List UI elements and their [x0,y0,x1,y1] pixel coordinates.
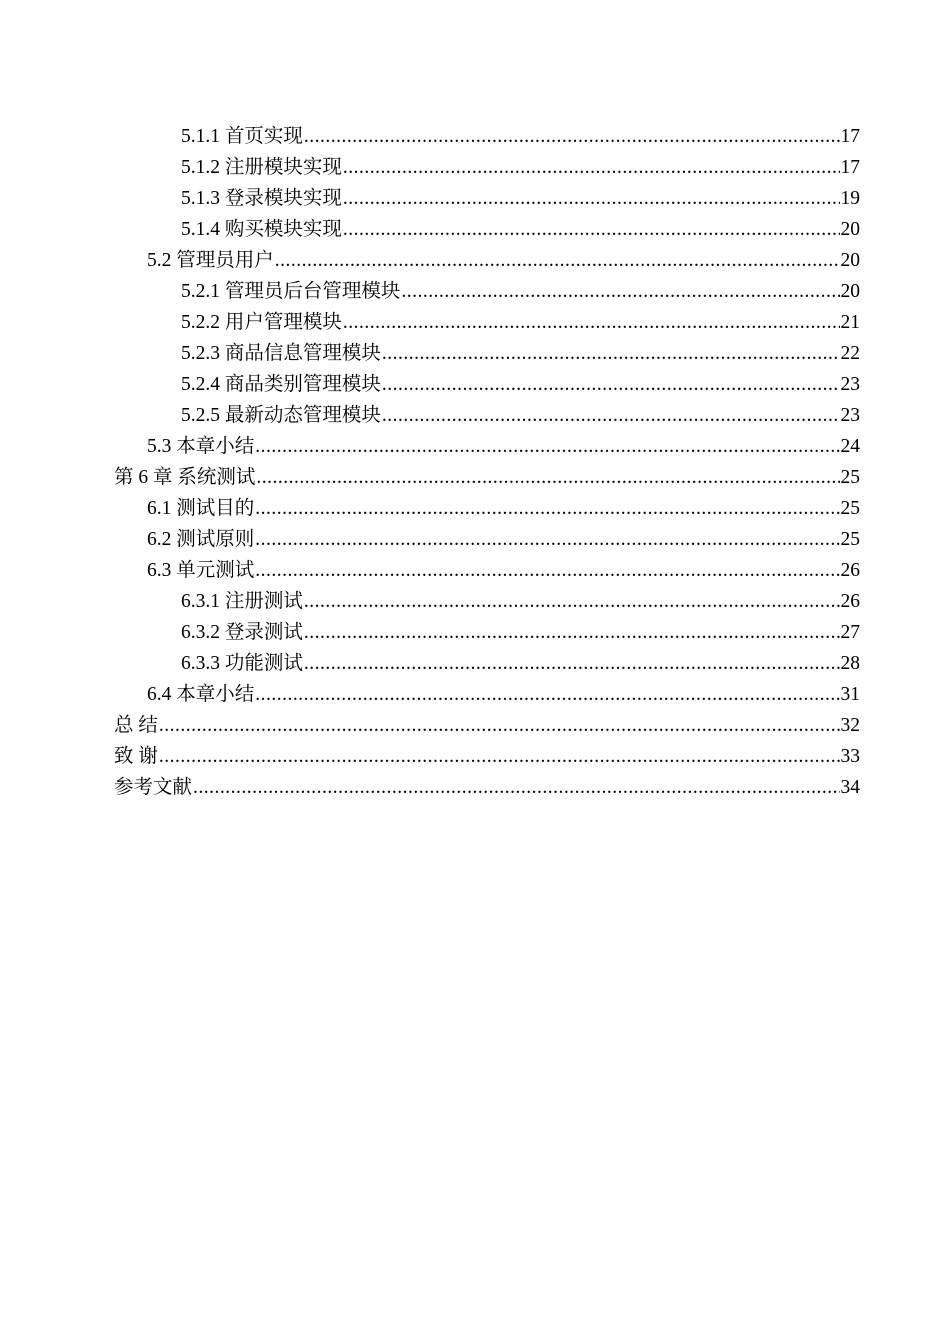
toc-entry[interactable] [114,524,860,555]
toc-entry-title: 5.2.4 商品类别管理模块 [181,374,381,395]
toc-entry[interactable] [114,183,860,214]
toc-entry-page: 31 [840,684,860,705]
toc-entry-page: 20 [840,281,860,302]
toc-entry-title: 6.4 本章小结 [147,684,255,705]
toc-entry-title: 6.2 测试原则 [147,529,255,550]
toc-entry-page: 22 [840,343,860,364]
toc-leader-dots [159,741,840,772]
toc-entry-page: 17 [840,126,860,147]
toc-leader-dots [255,679,839,710]
toc-entry-page: 34 [840,777,860,798]
toc-entry[interactable] [114,121,860,152]
toc-leader-dots [255,555,839,586]
toc-entry-title: 5.1.3 登录模块实现 [181,188,342,209]
toc-entry[interactable] [114,431,860,462]
toc-leader-dots [304,648,840,679]
toc-leader-dots [159,710,840,741]
toc-entry-page: 33 [840,746,860,767]
toc-entry-page: 32 [840,715,860,736]
toc-leader-dots [304,586,840,617]
toc-entry[interactable] [114,152,860,183]
toc-leader-dots [275,245,840,276]
toc-entry-page: 23 [840,374,860,395]
toc-leader-dots [304,121,840,152]
toc-entry-title: 5.2 管理员用户 [147,250,274,271]
toc-entry-page: 20 [840,219,860,240]
toc-entry-page: 20 [840,250,860,271]
toc-entry-title: 6.3.1 注册测试 [181,591,303,612]
toc-entry[interactable] [114,214,860,245]
toc-leader-dots [343,307,840,338]
toc-entry[interactable] [114,741,860,772]
toc-entry-title: 5.1.2 注册模块实现 [181,157,342,178]
toc-entry-title: 6.3.3 功能测试 [181,653,303,674]
table-of-contents [114,121,860,803]
toc-entry-page: 26 [840,591,860,612]
toc-entry-page: 25 [840,467,860,488]
toc-entry-title: 总 结 [114,715,158,736]
toc-leader-dots [382,369,840,400]
toc-leader-dots [255,431,839,462]
toc-leader-dots [193,772,839,803]
toc-entry-title: 参考文献 [114,777,193,798]
toc-entry-page: 25 [840,498,860,519]
toc-leader-dots [343,152,840,183]
toc-leader-dots [343,183,840,214]
toc-entry-title: 5.1.1 首页实现 [181,126,303,147]
toc-entry[interactable] [114,307,860,338]
toc-entry[interactable] [114,772,860,803]
toc-entry[interactable] [114,462,860,493]
toc-entry[interactable] [114,710,860,741]
toc-entry-title: 5.2.5 最新动态管理模块 [181,405,381,426]
toc-entry-page: 19 [840,188,860,209]
toc-leader-dots [401,276,839,307]
toc-entry[interactable] [114,648,860,679]
toc-entry-title: 5.2.2 用户管理模块 [181,312,342,333]
toc-entry-title: 5.2.1 管理员后台管理模块 [181,281,401,302]
toc-entry-page: 28 [840,653,860,674]
toc-leader-dots [255,524,839,555]
toc-entry[interactable] [114,679,860,710]
toc-entry-title: 6.3.2 登录测试 [181,622,303,643]
toc-leader-dots [256,462,839,493]
toc-entry-page: 26 [840,560,860,581]
toc-entry[interactable] [114,555,860,586]
toc-entry-page: 17 [840,157,860,178]
toc-entry-page: 23 [840,405,860,426]
toc-entry-title: 5.2.3 商品信息管理模块 [181,343,381,364]
toc-entry[interactable] [114,493,860,524]
toc-entry-title: 6.1 测试目的 [147,498,255,519]
toc-leader-dots [255,493,839,524]
toc-entry-page: 25 [840,529,860,550]
toc-entry-page: 24 [840,436,860,457]
toc-entry[interactable] [114,617,860,648]
toc-entry-title: 6.3 单元测试 [147,560,255,581]
toc-entry[interactable] [114,245,860,276]
toc-entry-page: 27 [840,622,860,643]
toc-leader-dots [343,214,840,245]
toc-leader-dots [382,400,840,431]
toc-entry-page: 21 [840,312,860,333]
toc-entry[interactable] [114,586,860,617]
toc-leader-dots [382,338,840,369]
toc-entry[interactable] [114,400,860,431]
toc-entry-title: 5.3 本章小结 [147,436,255,457]
toc-entry-title: 第 6 章 系统测试 [114,467,256,488]
toc-entry-title: 致 谢 [114,746,158,767]
toc-entry-title: 5.1.4 购买模块实现 [181,219,342,240]
toc-entry[interactable] [114,369,860,400]
toc-leader-dots [304,617,840,648]
toc-entry[interactable] [114,276,860,307]
toc-entry[interactable] [114,338,860,369]
